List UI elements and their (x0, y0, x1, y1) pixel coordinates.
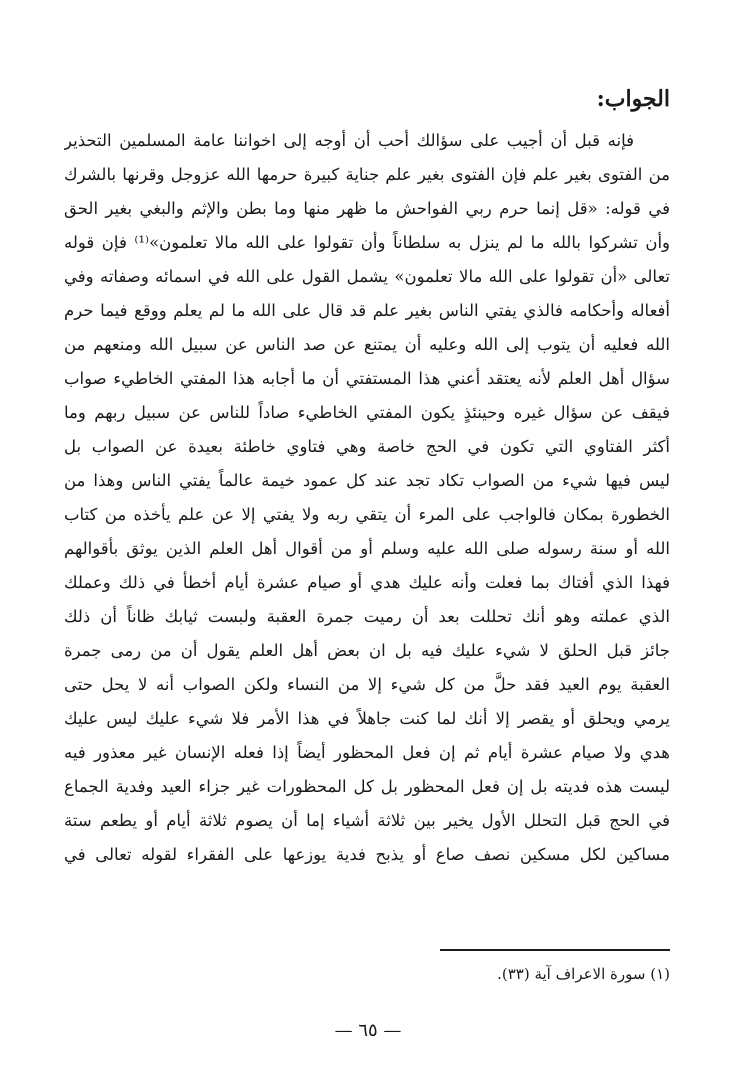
footnote: (١) سورة الاعراف آية (٣٣). (497, 965, 670, 983)
text-line: الله فعليه أن يتوب إلى الله وعليه أن يمتنع عن صد الناس عن سبيل الله ومنعهم من (64, 335, 670, 354)
text-line: تعالى «أن تقولوا على الله مالا تعلمون» يشمل القول على الله في اسمائه وصفاته وفي (64, 267, 670, 286)
text-line: وأن تشركوا بالله ما لم ينزل به سلطاناً وأن تقولوا على الله مالا تعلمون»⁽¹⁾ فإن قوله (64, 233, 670, 252)
text-line: من الفتوى بغير علم فإن الفتوى بغير علم جناية كبيرة حرمها الله عزوجل وقرنها بالشرك (64, 165, 670, 184)
text-line: في قوله: «قل إنما حرم ربي الفواحش ما ظهر منها وما بطن والإثم والبغي بغير الحق (64, 199, 670, 218)
text-line: العقبة يوم العيد فقد حلَّ من كل شيء إلا من النساء ولكن الصواب أنه لا يحل حتى (64, 675, 670, 694)
text-line: فهذا الذي أفتاك بما فعلت وأنه عليك هدي أو صيام عشرة أيام أخطأ في ذلك وعملك (64, 573, 670, 592)
text-line: ليس فيها شيء من الصواب تكاد تجد عند كل عمود خيمة عالماً يفتي الناس وهذا من (64, 471, 670, 490)
text-line: فإنه قبل أن أجيب على سؤالك أحب أن أوجه إلى اخواننا عامة المسلمين التحذير (64, 131, 634, 150)
text-line: ليست هذه فديته بل إن فعل المحظور بل كل المحظورات غير جزاء العيد وفدية الجماع (64, 777, 670, 796)
text-line: أفعاله وأحكامه فالذي يفتي الناس بغير علم قد قال على الله ما لم يعلم ووقع فيما حرم (64, 301, 670, 320)
text-line: الخطورة بمكان فالواجب على المرء أن يتقي ربه ولا يفتي إلا عن علم يأخذه من كتاب (64, 505, 670, 524)
text-line: هدي ولا صيام عشرة أيام ثم إن فعل المحظور أيضاً إذا فعله الإنسان غير معذور فيه (64, 743, 670, 762)
text-line: سؤال أهل العلم لأنه يعتقد أعني هذا المستفتي أن ما أجابه هذا المفتي الخاطيء صواب (64, 369, 670, 388)
text-line: في الحج قبل التحلل الأول يخير بين ثلاثة أشياء إما أن يصوم ثلاثة أيام أو يطعم ستة (64, 811, 670, 830)
text-line: الذي عملته وهو أنك تحللت بعد أن رميت جمرة العقبة ولبست ثيابك ظاناً أن ذلك (64, 607, 670, 626)
text-line: فيقف عن سؤال غيره وحينئذٍ يكون المفتي الخاطيء صاداً للناس عن سبيل ربهم وما (64, 403, 670, 422)
text-line: الله أو سنة رسوله صلى الله عليه وسلم أو من أقوال أهل العلم الذين يوثق بأقوالهم (64, 539, 670, 558)
footnote-divider (440, 949, 670, 951)
text-line: أكثر الفتاوي التي تكون في الحج خاصة وهي فتاوي خاطئة بعيدة عن الصواب بل (64, 437, 670, 456)
text-line: مساكين لكل مسكين نصف صاع أو يذبح فدية يوزعها على الفقراء لقوله تعالى في (64, 845, 670, 864)
body-text (64, 124, 670, 872)
answer-heading: الجواب: (596, 86, 670, 112)
text-line: يرمي ويحلق أو يقصر إلا أنك لما كنت جاهلاً في هذا الأمر فلا شيء عليك ليس عليك (64, 709, 670, 728)
text-line: جائز قبل الحلق لا شيء عليك فيه بل ان بعض أهل العلم يقول أن من رمى جمرة (64, 641, 670, 660)
page-number: — ٦٥ — (334, 1020, 402, 1041)
